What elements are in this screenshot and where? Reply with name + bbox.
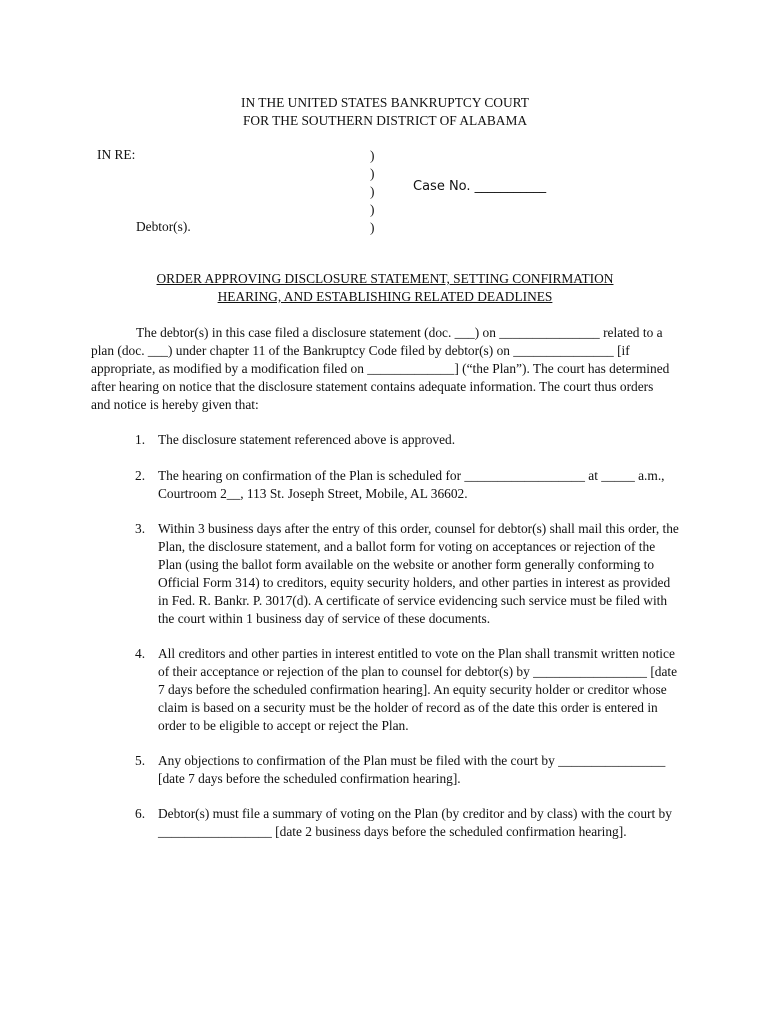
court-name-line: IN THE UNITED STATES BANKRUPTCY COURT: [241, 95, 529, 110]
order-item: [135, 805, 680, 841]
in-re-label: IN RE:: [97, 147, 136, 162]
item-text: Any objections to confirmation of the Plan must be filed with the court by ________________ [date 7 days before the scheduled confirmation hearing].: [158, 753, 666, 786]
order-title: [0, 270, 770, 306]
caption-paren: ): [370, 184, 375, 199]
item-text: The hearing on confirmation of the Plan is scheduled for __________________ at _____ a.m., Courtroom 2__, 113 St. Joseph Street, Mobile, AL 36602.: [158, 468, 665, 501]
order-title-line2: HEARING, AND ESTABLISHING RELATED DEADLINES: [217, 289, 553, 304]
item-text: The disclosure statement referenced above is approved.: [158, 432, 456, 447]
item-number: 2.: [135, 468, 146, 483]
case-number: Case No. ___________: [413, 179, 547, 194]
item-text: Debtor(s) must file a summary of voting on the Plan (by creditor and by class) with the court by _________________ [date 2 business days before the scheduled confirmation hearing].: [158, 806, 672, 839]
caption-paren: ): [370, 202, 375, 217]
order-title-line1: ORDER APPROVING DISCLOSURE STATEMENT, SETTING CONFIRMATION: [156, 271, 614, 286]
order-item: [135, 752, 680, 788]
item-text: All creditors and other parties in interest entitled to vote on the Plan shall transmit written notice of their acceptance or rejection of the plan to counsel for debtor(s) by _________________ [date 7 days before the scheduled confirmation hearing]. An equity security holder or creditor whose claim is based on a security must be the holder of record as of the date this order is entered in order to be eligible to accept or reject the Plan.: [158, 646, 678, 733]
order-item: [135, 467, 680, 503]
order-items: [135, 431, 680, 841]
intro-paragraph: The debtor(s) in this case filed a disclosure statement (doc. ___) on _______________ related to a plan (doc. ___) under chapter 11 of the Bankruptcy Code filed by debtor(s) on _______________ [if appropriate, as modified by a modification filed on _____________] (“the Plan”). The court has determined after hearing on notice that the disclosure statement contains adequate information. The court thus orders and notice is hereby given that:: [91, 325, 670, 412]
caption-paren: ): [370, 166, 375, 181]
order-item: [135, 645, 680, 735]
item-number: 6.: [135, 806, 146, 821]
item-number: 4.: [135, 646, 146, 661]
caption-paren: ): [370, 220, 375, 235]
court-heading: [0, 94, 770, 130]
debtor-label: Debtor(s).: [136, 219, 191, 234]
item-number: 1.: [135, 432, 146, 447]
item-text: Within 3 business days after the entry of this order, counsel for debtor(s) shall mail this order, the Plan, the disclosure statement, and a ballot form for voting on acceptances or rejection of the Plan (using the ballot form available on the website or another form generally conforming to Official Form 314) to creditors, equity security holders, and other parties in interest as provided in Fed. R. Bankr. P. 3017(d). A certificate of service evidencing such service must be filed with the court within 1 business day of service of these documents.: [158, 521, 679, 626]
caption-paren: ): [370, 148, 375, 163]
order-item: [135, 520, 680, 628]
court-district-line: FOR THE SOUTHERN DISTRICT OF ALABAMA: [242, 113, 528, 128]
order-item: [135, 431, 680, 449]
caption-parentheses: [370, 147, 382, 237]
item-number: 5.: [135, 753, 146, 768]
item-number: 3.: [135, 521, 146, 536]
